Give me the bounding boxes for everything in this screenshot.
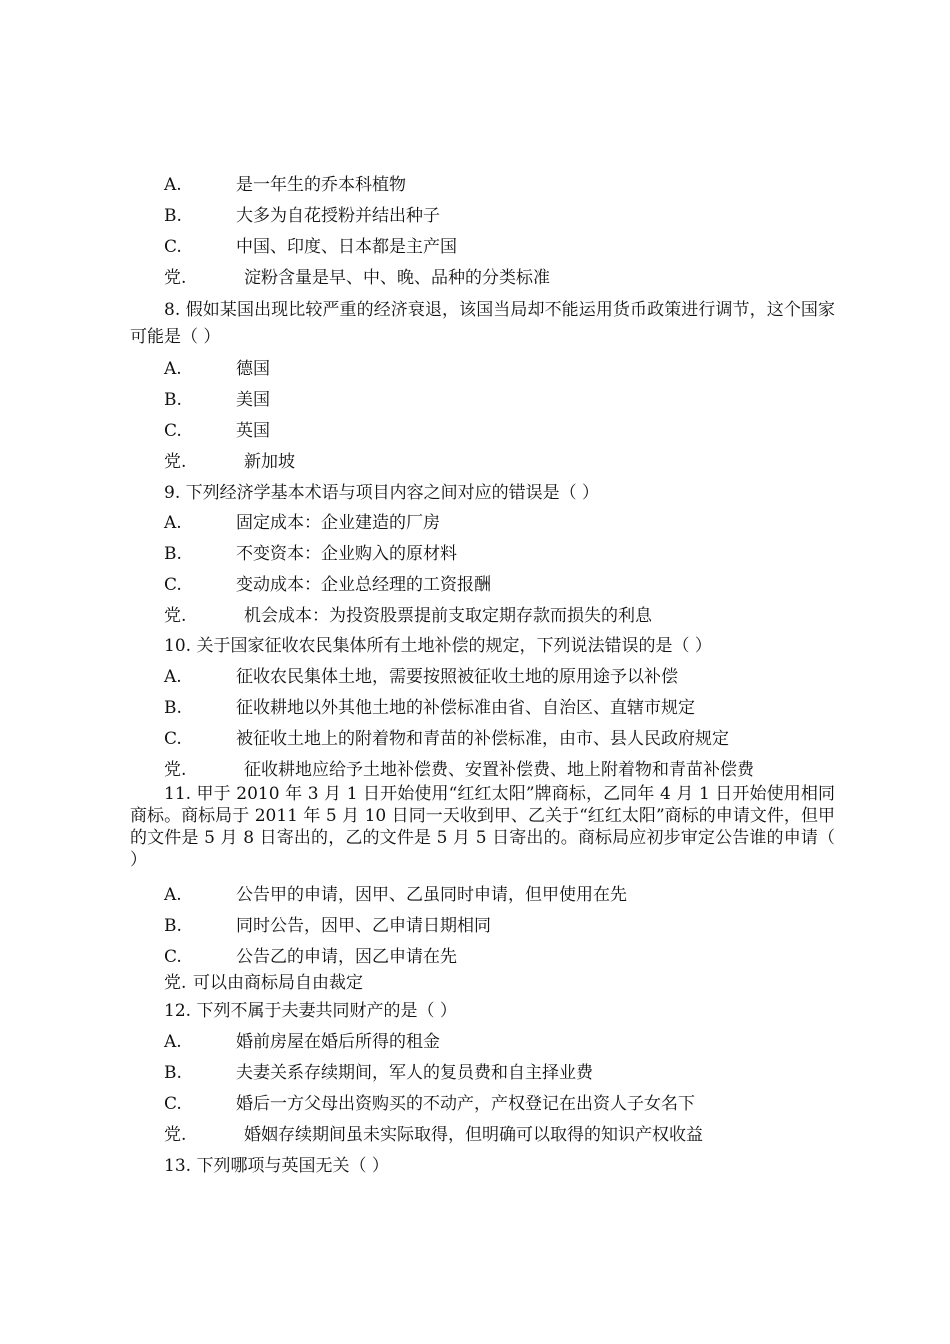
question-stem: 13. 下列哪项与英国无关（ ） — [164, 1156, 389, 1176]
option-marker: B. — [164, 698, 182, 718]
question-stem: 12. 下列不属于夫妻共同财产的是（ ） — [164, 1001, 457, 1021]
option-text: 公告甲的申请，因甲、乙虽同时申请，但甲使用在先 — [236, 885, 627, 905]
option-marker: 党. — [164, 452, 187, 472]
option-marker: A. — [164, 885, 182, 905]
option-marker: A. — [164, 359, 182, 379]
option-marker: B. — [164, 206, 182, 226]
option-marker: A. — [164, 513, 182, 533]
option-marker: C. — [164, 237, 182, 257]
option-text: 被征收土地上的附着物和青苗的补偿标准，由市、县人民政府规定 — [236, 729, 729, 749]
option-marker: A. — [164, 667, 182, 687]
option-marker: 党. — [164, 1125, 187, 1145]
option-marker: 党. — [164, 268, 187, 288]
option-marker: C. — [164, 947, 182, 967]
option-text: 征收耕地应给予土地补偿费、安置补偿费、地上附着物和青苗补偿费 — [244, 760, 754, 780]
option-text: 是一年生的乔本科植物 — [236, 175, 406, 195]
option-text: 机会成本：为投资股票提前支取定期存款而损失的利息 — [244, 606, 652, 626]
option-text: 可以由商标局自由裁定 — [193, 973, 363, 993]
option-text: 夫妻关系存续期间，军人的复员费和自主择业费 — [236, 1063, 593, 1083]
option-text: 淀粉含量是早、中、晚、品种的分类标准 — [244, 268, 550, 288]
option-text: 变动成本：企业总经理的工资报酬 — [236, 575, 491, 595]
option-marker: C. — [164, 421, 182, 441]
option-text: 不变资本：企业购入的原材料 — [236, 544, 457, 564]
option-text: 美国 — [236, 390, 270, 410]
question-stem: 8. 假如某国出现比较严重的经济衰退，该国当局却不能运用货币政策进行调节，这个国家可能是（ ） — [130, 300, 835, 347]
option-marker: B. — [164, 544, 182, 564]
option-text: 征收农民集体土地，需要按照被征收土地的原用途予以补偿 — [236, 667, 678, 687]
option-text: 同时公告，因甲、乙申请日期相同 — [236, 916, 491, 936]
question-stem: 11. 甲于 2010 年 3 月 1 日开始使用“红红太阳”牌商标，乙同年 4 月 1 日开始使用相同商标。商标局于 2011 年 5 月 10 日同一天收到甲、乙关于“红红太阳”商标的申请文件，但甲的文件是 5 月 8 日寄出的，乙的文件是 5 月 5 日寄出的。商标局应初步审定公告谁的申请（ ） — [130, 784, 835, 870]
option-marker: C. — [164, 729, 182, 749]
option-text: 固定成本：企业建造的厂房 — [236, 513, 440, 533]
question-stem: 9. 下列经济学基本术语与项目内容之间对应的错误是（ ） — [164, 483, 600, 503]
question-stem: 10. 关于国家征收农民集体所有土地补偿的规定，下列说法错误的是（ ） — [164, 636, 712, 656]
option-text: 婚姻存续期间虽未实际取得，但明确可以取得的知识产权收益 — [244, 1125, 703, 1145]
option-text: 中国、印度、日本都是主产国 — [236, 237, 457, 257]
option-text: 英国 — [236, 421, 270, 441]
option-text: 婚前房屋在婚后所得的租金 — [236, 1032, 440, 1052]
option-text: 婚后一方父母出资购买的不动产，产权登记在出资人子女名下 — [236, 1094, 695, 1114]
option-marker: A. — [164, 1032, 182, 1052]
option-marker: B. — [164, 390, 182, 410]
option-marker: C. — [164, 1094, 182, 1114]
option-text: 公告乙的申请，因乙申请在先 — [236, 947, 457, 967]
option-marker: B. — [164, 916, 182, 936]
option-text: 大多为自花授粉并结出种子 — [236, 206, 440, 226]
option-text: 征收耕地以外其他土地的补偿标准由省、自治区、直辖市规定 — [236, 698, 695, 718]
option-marker: C. — [164, 575, 182, 595]
option-marker: A. — [164, 175, 182, 195]
option-marker: B. — [164, 1063, 182, 1083]
option-marker: 党. — [164, 606, 187, 626]
option-marker: 党. — [164, 760, 187, 780]
option-text: 新加坡 — [244, 452, 295, 472]
option-marker: 党. — [164, 973, 187, 993]
option-text: 德国 — [236, 359, 270, 379]
